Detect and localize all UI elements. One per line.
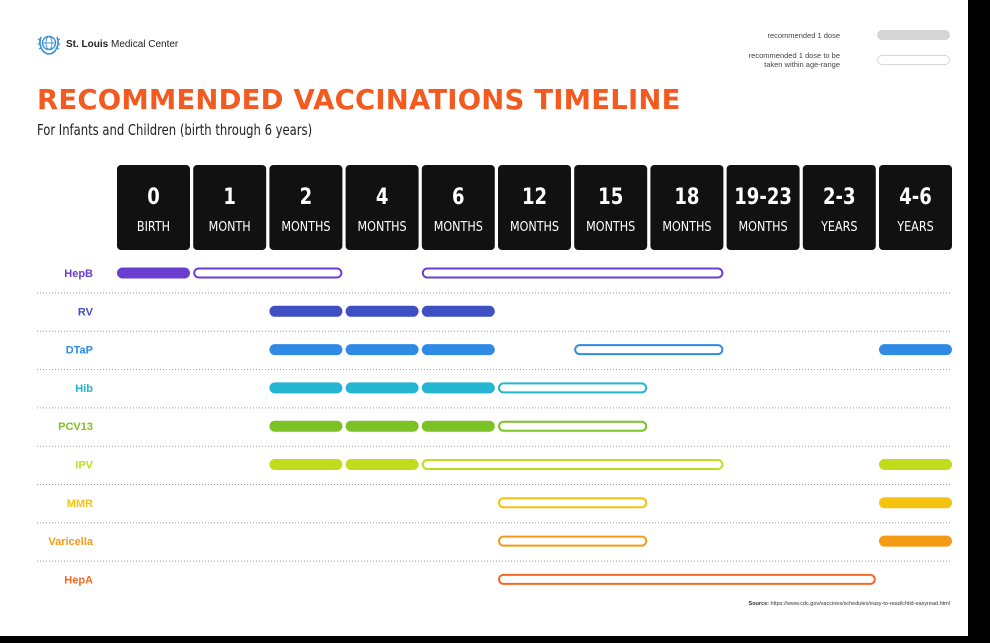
- age-column-value: 4-6: [899, 183, 932, 210]
- range-bar: [499, 383, 646, 392]
- legend-range-label-line1: recommended 1 dose to be: [748, 51, 840, 60]
- page-title: RECOMMENDED VACCINATIONS TIMELINE: [37, 84, 681, 116]
- age-column-unit: MONTHS: [357, 219, 407, 235]
- age-column-value: 6: [452, 183, 465, 210]
- vaccine-label: Varicella: [48, 536, 93, 549]
- range-bar: [575, 345, 722, 354]
- legend-recommended-label: recommended 1 dose: [767, 31, 840, 40]
- dose-bar: [879, 344, 952, 355]
- dose-bar: [346, 382, 419, 393]
- range-bar: [423, 269, 723, 278]
- age-column-unit: MONTHS: [433, 219, 483, 235]
- vaccine-label: IPV: [75, 459, 93, 472]
- age-column-value: 1: [223, 183, 236, 210]
- dose-bar: [269, 306, 342, 317]
- vaccine-label: RV: [77, 306, 93, 319]
- range-bar: [499, 575, 875, 584]
- brand-name-rest: Medical Center: [108, 39, 179, 50]
- dose-bar: [879, 497, 952, 508]
- dose-bar: [346, 344, 419, 355]
- age-column-value: 19-23: [734, 183, 792, 210]
- age-column-unit: BIRTH: [136, 219, 171, 235]
- dose-bar: [269, 344, 342, 355]
- age-column-value: 2: [299, 183, 313, 210]
- age-column-value: 2-3: [823, 183, 856, 210]
- dose-bar: [422, 382, 495, 393]
- age-column-unit: MONTHS: [662, 219, 712, 235]
- dose-bar: [879, 459, 952, 470]
- brand-name-bold: St. Louis: [66, 39, 109, 50]
- dose-bar: [346, 421, 419, 432]
- dose-bar: [269, 421, 342, 432]
- vaccine-label: HepA: [64, 574, 93, 587]
- source-url: https://www.cdc.gov/vaccines/schedules/easy-to-read/child-easyread.html: [769, 601, 950, 607]
- dose-bar: [269, 382, 342, 393]
- age-column-value: 4: [375, 183, 389, 210]
- range-bar: [423, 460, 723, 469]
- dose-bar: [269, 459, 342, 470]
- vaccine-label: DTaP: [65, 344, 93, 357]
- legend-range-label-line2: taken within age-range: [764, 60, 840, 69]
- age-column-unit: YEARS: [821, 219, 858, 235]
- range-bar: [194, 269, 341, 278]
- dose-bar: [422, 421, 495, 432]
- age-column-unit: MONTHS: [281, 219, 331, 235]
- age-column-value: 18: [674, 183, 700, 210]
- age-column-unit: MONTHS: [738, 219, 788, 235]
- vaccine-label: PCV13: [58, 421, 93, 434]
- dose-bar: [346, 459, 419, 470]
- dose-bar: [117, 268, 190, 279]
- age-column-unit: MONTHS: [509, 219, 560, 235]
- vaccine-label: Hib: [75, 382, 93, 395]
- age-column-unit: MONTHS: [586, 219, 636, 235]
- page-subtitle: For Infants and Children (birth through 6 years): [37, 121, 313, 139]
- age-column-unit: YEARS: [897, 219, 934, 235]
- dose-bar: [879, 536, 952, 547]
- dose-bar: [422, 344, 495, 355]
- age-column-value: 15: [598, 183, 624, 210]
- age-column-unit: MONTH: [208, 219, 251, 235]
- dose-bar: [346, 306, 419, 317]
- source-label: Source:: [748, 601, 770, 607]
- age-column-value: 12: [521, 183, 548, 210]
- range-bar: [499, 422, 646, 431]
- age-column-value: 0: [147, 183, 160, 210]
- source-note: [749, 601, 950, 607]
- range-bar: [499, 537, 646, 546]
- range-bar: [499, 498, 646, 507]
- dose-bar: [422, 306, 495, 317]
- vaccine-label: HepB: [64, 268, 93, 280]
- vaccine-label: MMR: [66, 497, 93, 510]
